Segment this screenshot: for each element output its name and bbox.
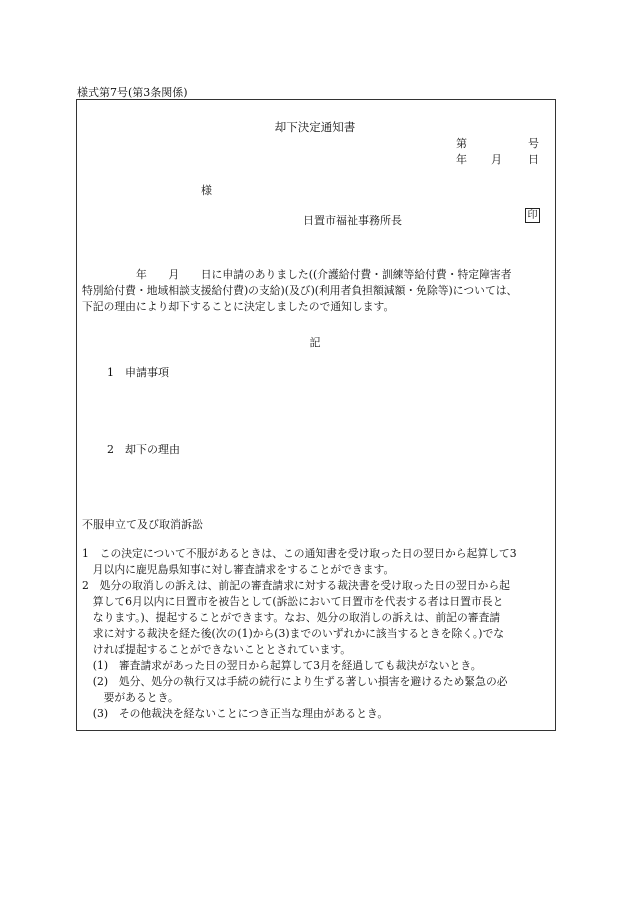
form-number-label: 様式第7号(第3条関係) xyxy=(77,86,188,99)
appeal-line-11: (3) その他裁決を経ないことにつき正当な理由があるとき。 xyxy=(82,707,389,720)
ki-heading: 記 xyxy=(309,336,321,349)
appeal-line-9: (2) 処分、処分の執行又は手続の続行により生ずる著しい損害を避けるため緊急の必 xyxy=(82,675,508,688)
body-line-2: 特別給付費・地域相談支援給付費)の支給)(及び)(利用者負担額減額・免除等)については、 xyxy=(82,284,518,297)
document-number-suffix: 号 xyxy=(528,137,539,150)
date-month: 月 xyxy=(491,153,502,166)
appeal-heading: 不服申立て及び取消訴訟 xyxy=(82,518,203,531)
item-application-matter: 1 申請事項 xyxy=(107,366,169,379)
seal-mark: 印 xyxy=(525,208,540,223)
body-line-3: 下記の理由により却下することに決定しましたので通知します。 xyxy=(82,300,395,313)
appeal-line-3: 2 処分の取消しの訴えは、前記の審査請求に対する裁決書を受け取った日の翌日から起 xyxy=(82,579,510,592)
document-title: 却下決定通知書 xyxy=(274,120,356,134)
body-line-1: 年 月 日に申請のありました((介護給付費・訓練等給付費・特定障害者 xyxy=(82,268,512,281)
appeal-line-7: ければ提起することができないこととされています。 xyxy=(82,643,352,656)
date-year: 年 xyxy=(456,153,467,166)
appeal-line-5: なります。)、提起することができます。なお、処分の取消しの訴えは、前記の審査請 xyxy=(82,611,501,624)
appeal-line-1: 1 この決定について不服があるときは、この通知書を受け取った日の翌日から起算して3 xyxy=(82,547,517,560)
item-rejection-reason: 2 却下の理由 xyxy=(107,443,180,456)
appeal-line-10: 要があるとき。 xyxy=(82,691,179,704)
appeal-line-4: 算して6月以内に日置市を被告として(訴訟において日置市を代表する者は日置市長と xyxy=(82,595,504,608)
appeal-line-8: (1) 審査請求があった日の翌日から起算して3月を経過しても裁決がないとき。 xyxy=(82,659,482,672)
document-number-prefix: 第 xyxy=(456,137,467,150)
appeal-line-6: 求に対する裁決を経た後(次の(1)から(3)までのいずれかに該当するときを除く。)でな xyxy=(82,627,505,640)
appeal-line-2: 月以内に鹿児島県知事に対し審査請求をすることができます。 xyxy=(82,563,395,576)
addressee-suffix: 様 xyxy=(201,184,212,197)
issuer-name: 日置市福祉事務所長 xyxy=(303,214,402,227)
date-day: 日 xyxy=(528,153,539,166)
